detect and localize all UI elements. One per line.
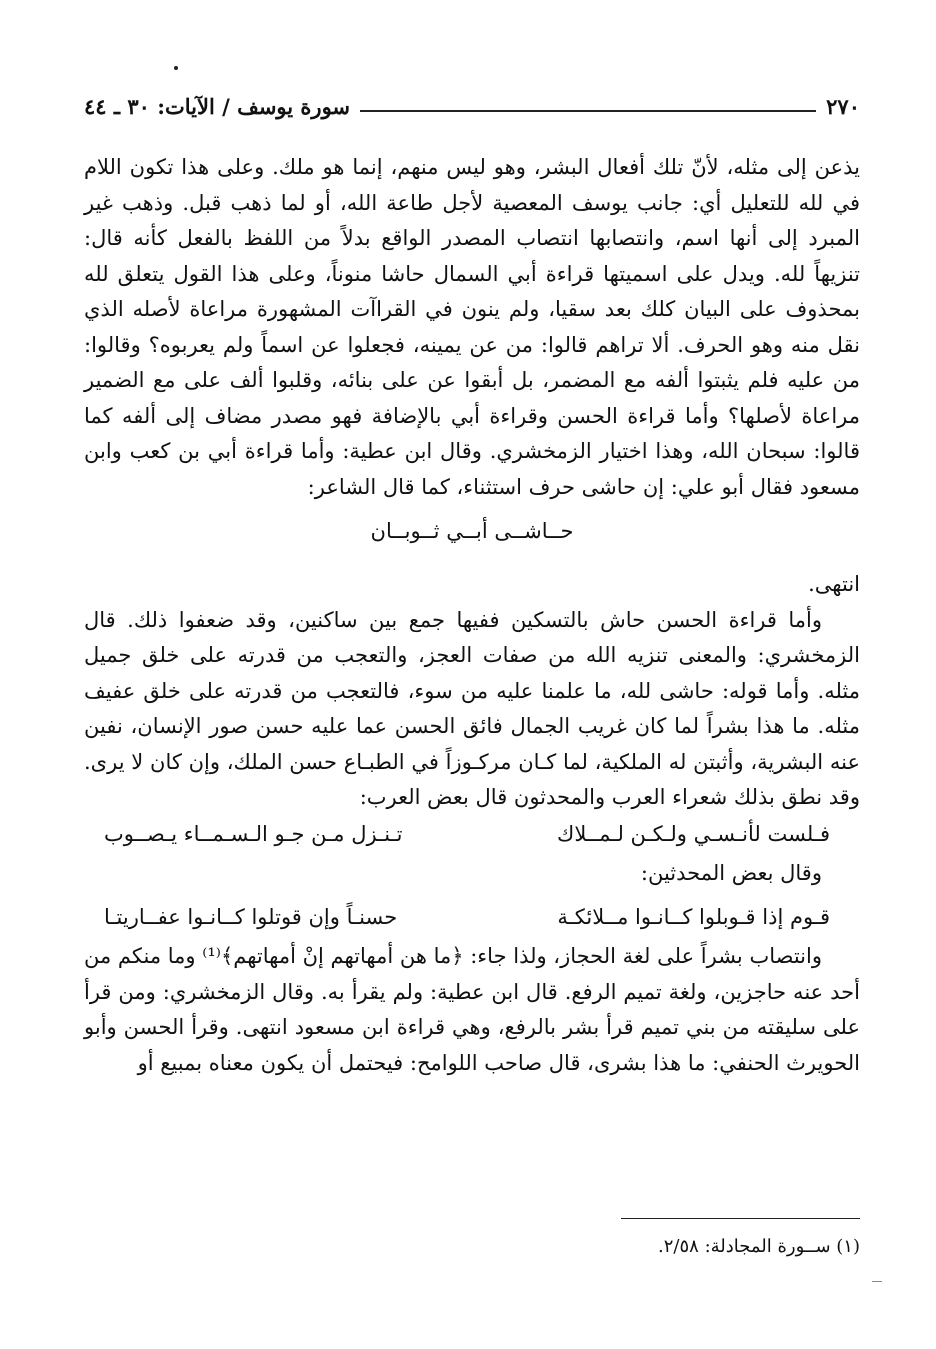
- verse-hemistich-second: تـنـزل مـن جـو الـسـمــاء يـصــوب: [104, 821, 403, 846]
- verse-hemistich-first: فـلست لأنـسـي ولـكـن لـمــلاك: [557, 821, 830, 846]
- ink-dot: [174, 66, 178, 70]
- verse-hemistich-second: حسنـاً وإن قوتلوا كــانـوا عفــاريتـا: [104, 905, 398, 929]
- running-header: [84, 90, 860, 122]
- footnote-separator: [621, 1218, 860, 1219]
- main-text: [84, 150, 860, 1081]
- paragraph-zamakhshari: وأما قراءة الحسن حاش بالتسكين ففيها جمع بين ساكنين، وقد ضعفوا ذلك. قال الزمخشري: والمعنى تنزيه الله من صفات العجز، والتعجب من قدرته على خلق جميل مثله. وأما قوله: حاشى لله، ما علمنا عليه من سوء، فالتعجب من قدرته على خلق عفيف مثله. ما هذا بشراً لما كان غريب الجمال فائق الحسن عما عليه حسن صور الإنسان، نفين عنه البشرية، وأثبتن له الملكية، لما كـان مركـوزاً في الطبـاع حسن الملك، وإن كان لا يرى. وقد نطق بذلك شعراء العرب والمحدثون قال بعض العرب:: [84, 607, 860, 809]
- footnote: (١) ســورة المجادلة: ٢/٥٨.: [658, 1236, 860, 1257]
- page-edge-mark: [872, 1281, 882, 1282]
- verse-couplet: [84, 816, 860, 856]
- paragraph-end-note: انتهى.: [808, 572, 860, 596]
- page-number: ٢٧٠: [826, 93, 860, 119]
- paragraph-hijaz: وانتصاب بشراً على لغة الحجاز، ولذا جاء: ﴿ما هن أمهاتهم إنْ أمهاتهم﴾⁽¹⁾ وما منكم من أحد عنه حاجزين، ولغة تميم الرفع. قال ابن عطية: ولم يقرأ به. وقال الزمخشري: ومن قرأ على سليقته من بني تميم قرأ بشر بالرفع، وهي قراءة ابن مسعود انتهى. وقرأ الحسن وأبو الحويرث الحنفي: ما هذا بشرى، قال صاحب اللوامح: فيحتمل أن يكون معناه بمبيع أو: [84, 944, 860, 1075]
- header-rule: [360, 110, 816, 112]
- paragraph-intro: يذعن إلى مثله، لأنّ تلك أفعال البشر، وهو ليس منهم، إنما هو ملك. وعلى هذا تكون اللام في لله للتعليل أي: جانب يوسف المعصية لأجل طاعة الله، أو لما ذهب قبل. وذهب غير المبرد إلى أنها اسم، وانتصابها انتصاب المصدر الواقع بدلاً من اللفظ بالفعل كأنه قال: تنزيهاً لله. ويدل على اسميتها قراءة أبي السمال حاشا منوناً، وعلى هذا القول يتعلق لله بمحذوف على البيان كلك بعد سقيا، ولم ينون في القراآت المشهورة مراعاة لأصله الذي نقل منه وهو الحرف. ألا تراهم قالوا: من عن يمينه، فجعلوا عن اسماً ولم يعربوه؟ وقالوا: من عليه فلم يثبتوا ألفه مع المضمر، بل أبقوا عن على بنائه، وقلبوا ألف على مع الضمير مراعاة لأصلها؟ وأما قراءة الحسن وقراءة أبي بالإضافة فهو مصدر مضاف إلى ألفه كما قالوا: سبحان الله، وهذا اختيار الزمخشري. وقال ابن عطية: وأما قراءة أبي بن كعب وابن مسعود فقال أبو علي: إن حاشى حرف استثناء، كما قال الشاعر:: [84, 155, 860, 499]
- paragraph-muhaddithin: وقال بعض المحدثين:: [640, 860, 822, 885]
- verse-hemistich-first: قـوم إذا قـوبلوا كــانـوا مــلائكـة: [557, 905, 830, 929]
- verse-couplet: [84, 899, 860, 939]
- running-title: سورة يوسف / الآيات: ٣٠ ـ ٤٤: [84, 93, 351, 119]
- verse-line: حــاشــى أبــي ثــوبــان: [370, 519, 574, 543]
